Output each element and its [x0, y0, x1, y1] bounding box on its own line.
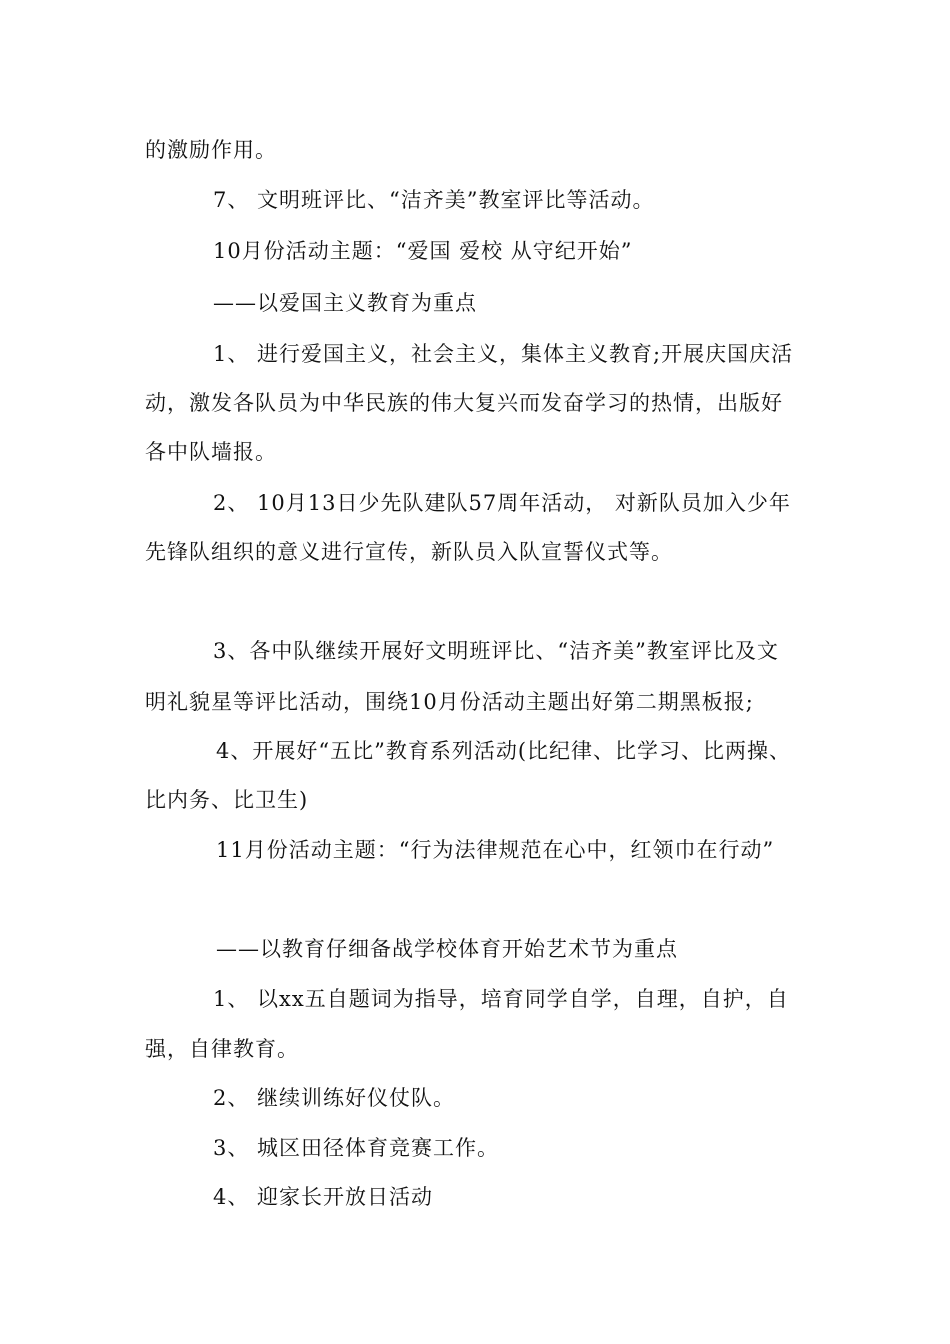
- text-line: 10月份活动主题：“爱国 爱校 从守纪开始”: [213, 239, 633, 263]
- text-line: 2、 继续训练好仪仗队。: [213, 1086, 456, 1110]
- text-line: 4、 迎家长开放日活动: [213, 1185, 434, 1209]
- text-line: 先锋队组织的意义进行宣传，新队员入队宣誓仪式等。: [145, 540, 673, 564]
- text-line: 7、 文明班评比、“洁齐美”教室评比等活动。: [213, 188, 655, 212]
- text-line: ——以爱国主义教育为重点: [213, 291, 477, 315]
- text-line: 明礼貌星等评比活动，围绕10月份活动主题出好第二期黑板报;: [145, 690, 754, 714]
- text-line: 强，自律教育。: [145, 1037, 299, 1061]
- text-line: 1、 进行爱国主义，社会主义，集体主义教育;开展庆国庆活: [213, 342, 794, 366]
- text-line: 11月份活动主题：“行为法律规范在心中，红领巾在行动”: [216, 838, 775, 862]
- text-line: 4、开展好“五比”教育系列活动(比纪律、比学习、比两操、: [216, 739, 792, 763]
- text-line: ——以教育仔细备战学校体育开始艺术节为重点: [216, 937, 678, 961]
- text-line: 的激励作用。: [145, 138, 277, 162]
- text-line: 3、各中队继续开展好文明班评比、“洁齐美”教室评比及文: [213, 639, 779, 663]
- text-line: 1、 以xx五自题词为指导，培育同学自学，自理，自护，自: [213, 987, 789, 1011]
- text-line: 2、 10月13日少先队建队57周年活动， 对新队员加入少年: [213, 491, 791, 515]
- text-line: 比内务、比卫生): [145, 788, 309, 812]
- text-line: 各中队墙报。: [145, 440, 277, 464]
- text-line: 动，激发各队员为中华民族的伟大复兴而发奋学习的热情，出版好: [145, 391, 783, 415]
- text-line: 3、 城区田径体育竞赛工作。: [213, 1136, 500, 1160]
